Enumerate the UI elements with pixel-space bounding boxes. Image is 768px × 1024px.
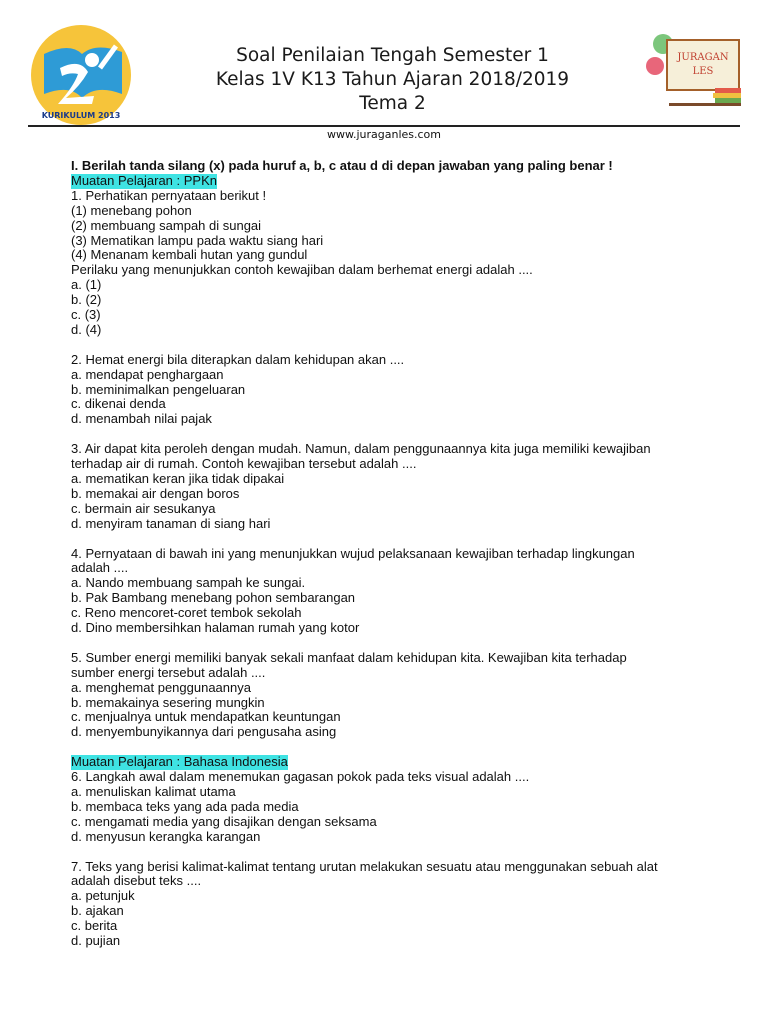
instruction: I. Berilah tanda silang (x) pada huruf a, b, c atau d di depan jawaban yang paling benar ! <box>71 158 613 173</box>
answer-option: a. menuliskan kalimat utama <box>71 783 236 799</box>
title-line: Soal Penilaian Tengah Semester 1 <box>236 45 549 66</box>
answer-option: b. (2) <box>71 292 102 308</box>
answer-option: c. mengamati media yang disajikan dengan seksama <box>71 813 377 829</box>
section-label-text: Muatan Pelajaran : Bahasa Indonesia <box>71 754 288 770</box>
spacer <box>71 427 731 442</box>
spacer <box>71 338 731 353</box>
question-text: adalah disebut teks .... <box>71 873 202 889</box>
spacer <box>71 740 731 755</box>
title-line: Tema 2 <box>359 93 426 114</box>
section-label <box>71 755 731 770</box>
answer-option: c. bermain air sesukanya <box>71 500 216 516</box>
section-label <box>71 174 731 189</box>
spacer <box>71 532 731 547</box>
answer-option: d. menyembunyikannya dari pengusaha asing <box>71 724 337 740</box>
answer-option: c. Reno mencoret-coret tembok sekolah <box>71 605 302 621</box>
answer-option: b. Pak Bambang menebang pohon sembarangan <box>71 590 356 606</box>
answer-option: a. mematikan keran jika tidak dipakai <box>71 471 285 486</box>
answer-option: c. menjualnya untuk mendapatkan keuntungan <box>71 709 341 725</box>
question-list <box>71 159 731 949</box>
question-text: 3. Air dapat kita peroleh dengan mudah. Namun, dalam penggunaannya kita juga memiliki kewajiban <box>71 441 651 457</box>
header-divider <box>28 125 740 127</box>
answer-option: d. menyusun kerangka karangan <box>71 828 261 844</box>
answer-option: d. (4) <box>71 321 102 337</box>
answer-option: d. pujian <box>71 933 121 949</box>
question-text: 4. Pernyataan di bawah ini yang menunjukkan wujud pelaksanaan kewajiban terhadap lingkungan <box>71 545 635 561</box>
kurikulum-2013-logo <box>30 24 132 126</box>
question-text: sumber energi tersebut adalah .... <box>71 664 266 680</box>
spacer <box>71 636 731 651</box>
answer-option: c. dikenai denda <box>71 396 166 412</box>
question-text: 5. Sumber energi memiliki banyak sekali manfaat dalam kehidupan kita. Kewajiban kita terhadap <box>71 649 627 665</box>
title-line: Kelas 1V K13 Tahun Ajaran 2018/2019 <box>215 69 570 90</box>
question-text: terhadap air di rumah. Contoh kewajiban tersebut adalah .... <box>71 456 417 472</box>
spacer <box>71 845 731 860</box>
answer-option: a. (1) <box>71 277 102 293</box>
answer-option: b. ajakan <box>71 903 124 919</box>
svg-text:JURAGAN: JURAGAN <box>677 52 729 63</box>
question-text: (1) menebang pohon <box>71 202 192 218</box>
answer-option: b. memakai air dengan boros <box>71 485 240 501</box>
question-text: (3) Mematikan lampu pada waktu siang hari <box>71 232 324 248</box>
answer-option: b. meminimalkan pengeluaran <box>71 381 246 397</box>
question-text: 6. Langkah awal dalam menemukan gagasan pokok pada teks visual adalah .... <box>71 769 530 785</box>
question-text: 2. Hemat energi bila diterapkan dalam kehidupan akan .... <box>71 351 405 367</box>
question-text: adalah .... <box>71 560 129 576</box>
svg-text:KURIKULUM 2013: KURIKULUM 2013 <box>41 111 121 120</box>
answer-option: d. Dino membersihkan halaman rumah yang kotor <box>71 620 360 636</box>
answer-option: b. memakainya sesering mungkin <box>71 694 265 710</box>
answer-option: c. berita <box>71 918 118 934</box>
question-text: (2) membuang sampah di sungai <box>71 217 262 233</box>
answer-option: a. menghemat penggunaannya <box>71 679 251 695</box>
website-url: www.juraganles.com <box>326 128 441 141</box>
answer-option: d. menyiram tanaman di siang hari <box>71 515 271 531</box>
answer-option: a. mendapat penghargaan <box>71 366 224 382</box>
answer-option: d. menambah nilai pajak <box>71 411 212 427</box>
question-text: Perilaku yang menunjukkan contoh kewajiban dalam berhemat energi adalah .... <box>71 262 533 278</box>
question-text: 1. Perhatikan pernyataan berikut ! <box>71 187 267 203</box>
answer-option: c. (3) <box>71 307 101 323</box>
svg-text:LES: LES <box>692 66 714 77</box>
question-text: 7. Teks yang berisi kalimat-kalimat tentang urutan melakukan sesuatu atau menggunakan sebuah alat <box>71 858 658 874</box>
question-text: (4) Menanam kembali hutan yang gundul <box>71 247 308 263</box>
answer-option: b. membaca teks yang ada pada media <box>71 798 299 814</box>
answer-option: a. petunjuk <box>71 888 135 904</box>
juragan-les-logo <box>645 30 743 106</box>
answer-option: a. Nando membuang sampah ke sungai. <box>71 575 306 591</box>
document-title <box>150 44 635 116</box>
section-label-text: Muatan Pelajaran : PPKn <box>71 172 217 188</box>
